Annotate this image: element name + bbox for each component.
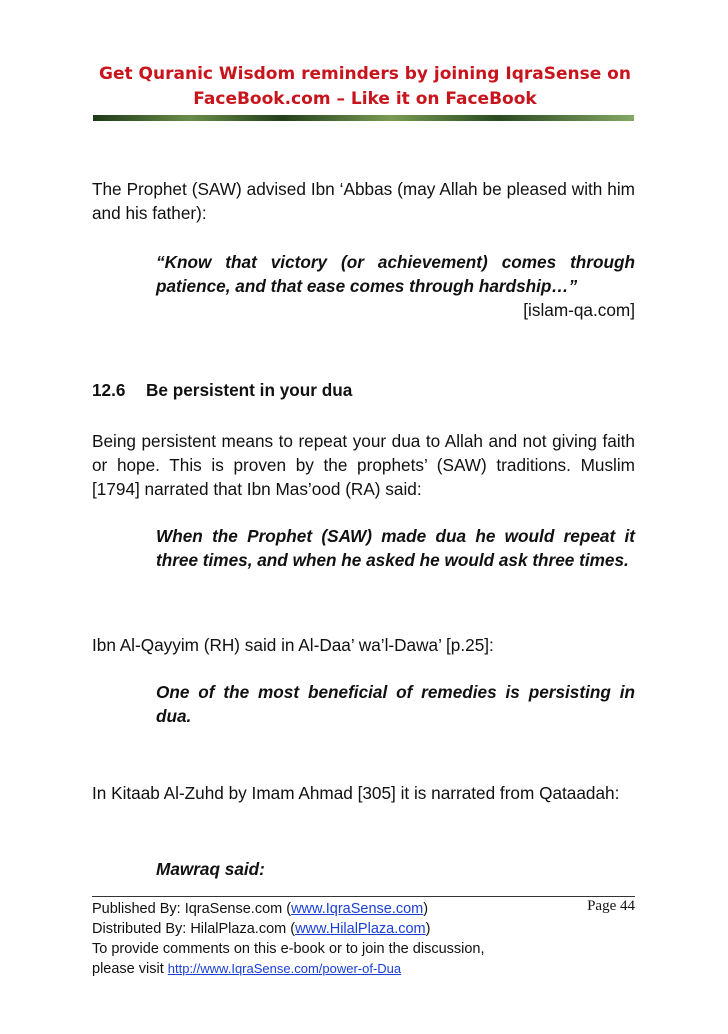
footer-text bbox=[92, 899, 635, 979]
para-2-block bbox=[92, 429, 635, 501]
quote-1: “Know that victory (or achievement) comes through patience, and that ease comes through hardship…” bbox=[156, 252, 635, 296]
intro-paragraph-block bbox=[92, 177, 635, 225]
footer-visit-line bbox=[92, 959, 635, 979]
page-header bbox=[95, 62, 635, 112]
quote-2: When the Prophet (SAW) made dua he would repeat it three times, and when he asked he would ask three times. bbox=[156, 526, 635, 570]
section-heading bbox=[92, 378, 635, 402]
quote-1-block bbox=[92, 250, 635, 322]
para-4-block bbox=[92, 781, 635, 805]
footer-divider bbox=[92, 896, 635, 897]
section-number: 12.6 bbox=[92, 380, 126, 400]
section-title: Be persistent in your dua bbox=[146, 380, 353, 400]
intro-paragraph: The Prophet (SAW) advised Ibn ‘Abbas (may Allah be pleased with him and his father): bbox=[92, 179, 635, 223]
footer-published-close: ) bbox=[423, 901, 429, 917]
footer-published-label: Published By: IqraSense.com ( bbox=[92, 901, 292, 917]
quote-2-block bbox=[92, 524, 635, 572]
page-footer bbox=[92, 896, 635, 979]
hilalplaza-link[interactable]: www.HilalPlaza.com bbox=[295, 921, 426, 937]
header-line-1: Get Quranic Wisdom reminders by joining IqraSense on bbox=[99, 64, 631, 84]
footer-distributed-line bbox=[92, 919, 635, 939]
section-heading-block bbox=[92, 378, 635, 402]
power-of-dua-link[interactable]: http://www.IqraSense.com/power-of-Dua bbox=[167, 961, 402, 976]
header-banner-image bbox=[93, 115, 634, 121]
quote-3: One of the most beneficial of remedies is persisting in dua. bbox=[156, 682, 635, 726]
quote-1-source: [islam-qa.com] bbox=[523, 300, 635, 320]
footer-published-line bbox=[92, 899, 635, 919]
footer-distributed-label: Distributed By: HilalPlaza.com ( bbox=[92, 921, 296, 937]
page-number: Page 44 bbox=[587, 898, 635, 914]
quote-3-block bbox=[92, 680, 635, 728]
para-3-block bbox=[92, 633, 635, 657]
iqrasense-link[interactable]: www.IqraSense.com bbox=[291, 901, 424, 917]
paragraph-3: Ibn Al-Qayyim (RH) said in Al-Daa’ wa’l-Dawa’ [p.25]: bbox=[92, 635, 494, 655]
paragraph-2: Being persistent means to repeat your dua to Allah and not giving faith or hope. This is proven by the prophets’ (SAW) traditions. Muslim [1794] narrated that Ibn Mas’ood (RA) said: bbox=[92, 431, 635, 499]
footer-visit-label: please visit bbox=[92, 961, 168, 977]
footer-comments-line: To provide comments on this e-book or to join the discussion, bbox=[92, 941, 485, 957]
footer-distributed-close: ) bbox=[425, 921, 431, 937]
paragraph-4: In Kitaab Al-Zuhd by Imam Ahmad [305] it is narrated from Qataadah: bbox=[92, 783, 620, 803]
header-line-2: FaceBook.com – Like it on FaceBook bbox=[193, 89, 537, 109]
quote-4-block bbox=[92, 857, 635, 881]
quote-4: Mawraq said: bbox=[156, 859, 265, 879]
